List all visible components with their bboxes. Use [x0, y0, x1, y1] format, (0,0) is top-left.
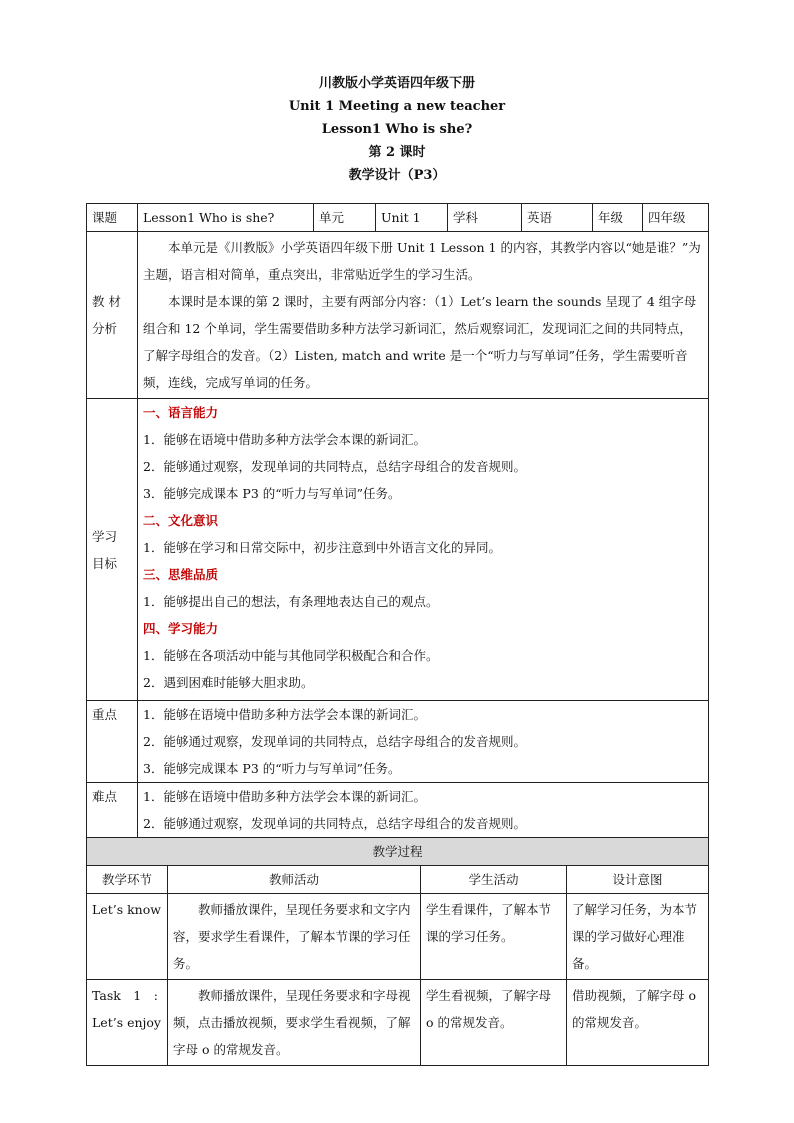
analysis-content	[138, 232, 709, 399]
objective-item: 1．能够在各项活动中能与其他同学积极配合和合作。	[143, 648, 439, 663]
objective-item: 2．遇到困难时能够大胆求助。	[143, 675, 314, 690]
process-stage: Task 1 : Let’s enjoy	[87, 980, 168, 1066]
objective-item: 2．能够通过观察，发现单词的共同特点，总结字母组合的发音规则。	[143, 459, 526, 474]
header-lesson: Lesson1 Who is she?	[321, 122, 473, 137]
objective-section-title: 四、学习能力	[143, 621, 219, 636]
objective-section-title: 一、语言能力	[143, 405, 219, 420]
key-point-item: 3．能够完成课本 P3 的“听力与写单词”任务。	[143, 761, 401, 776]
analysis-row	[87, 232, 709, 399]
process-student-activity: 学生看课件，了解本节课的学习任务。	[421, 894, 567, 980]
difficulty-item: 2．能够通过观察，发现单词的共同特点，总结字母组合的发音规则。	[143, 816, 526, 831]
key-point-item: 2．能够通过观察，发现单词的共同特点，总结字母组合的发音规则。	[143, 734, 526, 749]
process-title: 教学过程	[87, 838, 709, 866]
topic-value: Lesson1 Who is she?	[138, 204, 314, 232]
objective-item: 1．能够在学习和日常交际中，初步注意到中外语言文化的异同。	[143, 540, 501, 555]
objective-item: 1．能够在语境中借助多种方法学会本课的新词汇。	[143, 432, 426, 447]
objective-item: 1．能够提出自己的想法，有条理地表达自己的观点。	[143, 594, 439, 609]
key-points-content	[138, 701, 709, 783]
difficulties-label: 难点	[87, 783, 138, 839]
subject-label: 学科	[448, 204, 522, 232]
objectives-row	[87, 399, 709, 701]
process-student-activity: 学生看视频，了解字母 o 的常规发音。	[421, 980, 567, 1066]
process-row	[87, 980, 709, 1066]
objective-section-title: 三、思维品质	[143, 567, 219, 582]
objectives-content	[138, 399, 709, 701]
process-header-student: 学生活动	[421, 866, 567, 894]
objective-section-title: 二、文化意识	[143, 513, 219, 528]
process-teacher-activity: 教师播放课件，呈现任务要求和文字内容，要求学生看课件，了解本节课的学习任务。	[168, 894, 421, 980]
process-header-row	[87, 866, 709, 894]
unit-label: 单元	[314, 204, 376, 232]
process-design-intent: 借助视频，了解字母 o 的常规发音。	[567, 980, 709, 1066]
process-header-teacher: 教师活动	[168, 866, 421, 894]
objectives-label: 学习 目标	[87, 399, 138, 701]
key-points-label: 重点	[87, 701, 138, 783]
difficulties-row	[87, 783, 709, 839]
header-period: 第 2 课时	[368, 145, 426, 160]
header-design: 教学设计（P3）	[348, 168, 446, 183]
subject-value: 英语	[522, 204, 593, 232]
teaching-process-table	[86, 837, 709, 1066]
unit-value: Unit 1	[376, 204, 448, 232]
header-textbook: 川教版小学英语四年级下册	[318, 76, 475, 91]
analysis-paragraph: 本课时是本课的第 2 课时，主要有两部分内容：（1）Let’s learn the sounds 呈现了 4 组字母组合和 12 个单词，学生需要借助多种方法学习新词汇，然后观察词汇，发现词汇之间的共同特点，了解字母组合的发音。（2）Listen, match and write 是一个“听力与写单词”任务，学生需要听音频，连线，完成写单词的任务。	[143, 294, 697, 390]
process-design-intent: 了解学习任务，为本节课的学习做好心理准备。	[567, 894, 709, 980]
difficulty-item: 1．能够在语境中借助多种方法学会本课的新词汇。	[143, 789, 426, 804]
process-row	[87, 894, 709, 980]
process-header-intent: 设计意图	[567, 866, 709, 894]
process-stage: Let’s know	[87, 894, 168, 980]
info-row	[87, 204, 709, 232]
process-title-row	[87, 838, 709, 866]
header-unit: Unit 1 Meeting a new teacher	[288, 99, 506, 114]
analysis-paragraph: 本单元是《川教版》小学英语四年级下册 Unit 1 Lesson 1 的内容，其教学内容以“她是谁？”为主题，语言相对简单，重点突出，非常贴近学生的学习生活。	[143, 240, 701, 282]
grade-label: 年级	[593, 204, 643, 232]
analysis-label: 教 材 分析	[87, 232, 138, 399]
process-header-stage: 教学环节	[87, 866, 168, 894]
difficulties-content	[138, 783, 709, 839]
objective-item: 3．能够完成课本 P3 的“听力与写单词”任务。	[143, 486, 401, 501]
process-teacher-activity: 教师播放课件，呈现任务要求和字母视频，点击播放视频，要求学生看视频，了解字母 o 的常规发音。	[168, 980, 421, 1066]
key-point-item: 1．能够在语境中借助多种方法学会本课的新词汇。	[143, 707, 426, 722]
lesson-info-table	[86, 203, 709, 839]
document-header	[0, 72, 794, 187]
grade-value: 四年级	[643, 204, 709, 232]
key-points-row	[87, 701, 709, 783]
topic-label: 课题	[87, 204, 138, 232]
